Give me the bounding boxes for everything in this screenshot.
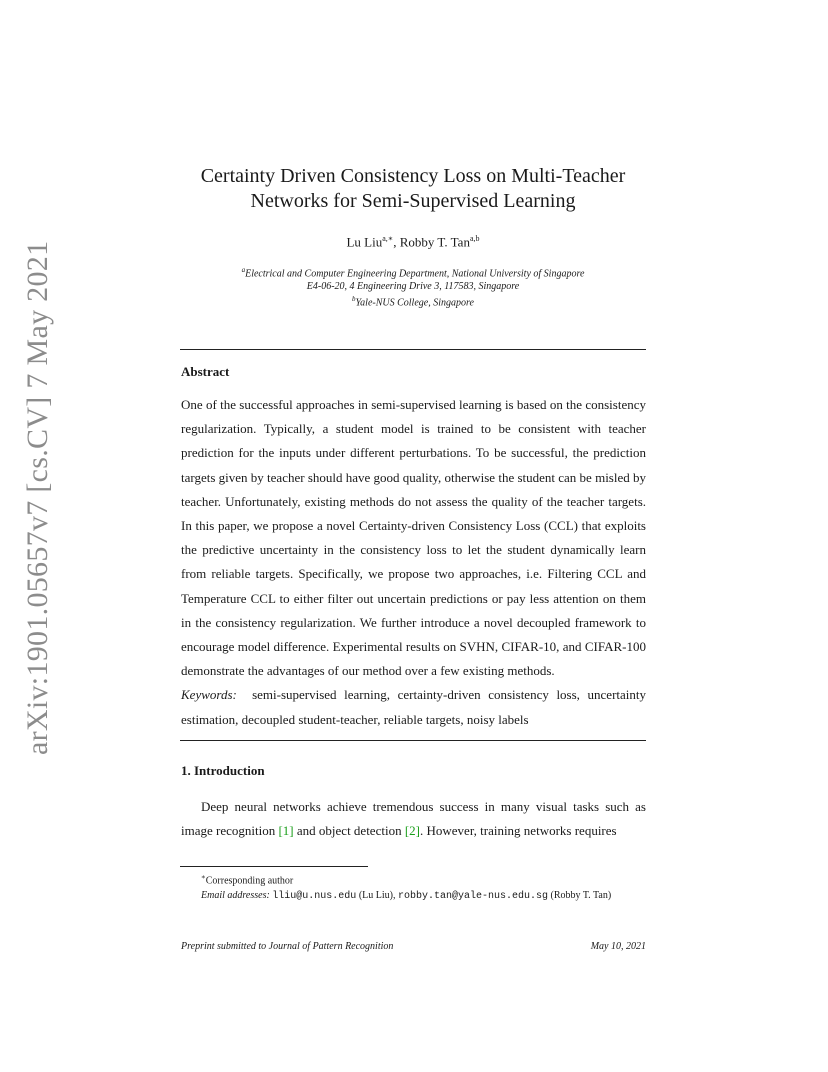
affil-text: Electrical and Computer Engineering Department, National University of Singapore <box>245 268 585 280</box>
citation-link[interactable]: [1] <box>278 823 294 839</box>
title-line-1: Certainty Driven Consistency Loss on Multi-Teacher <box>200 165 626 187</box>
intro-text: . However, training networks requires <box>420 823 617 839</box>
affil-text: E4-06-20, 4 Engineering Drive 3, 117583, Singapore <box>306 281 520 293</box>
arxiv-identifier-stamp: arXiv:1901.05657v7 [cs.CV] 7 May 2021 <box>21 240 54 755</box>
footnote <box>181 870 646 904</box>
affiliation-line <box>180 280 646 293</box>
abstract-text: One of the successful approaches in semi-supervised learning is based on the consistency regularization. Typically, a student model is trained to be consistent with teacher prediction for the inputs under different perturbations. To be successful, the prediction targets given by teacher should have good quality, otherwise the student can be misled by teacher. Unfortunately, existing methods do not assess the quality of the teacher targets. In this paper, we propose a novel Certainty-driven Consistency Loss (CCL) that exploits the predictive uncertainty in the consistency loss to let the student dynamically learn from reliable targets. Specifically, we propose two approaches, i.e. Filtering CCL and Temperature CCL to either filter out uncertain predictions or pay less attention on them in the consistency regularization. We further introduce a novel decoupled framework to encourage model difference. Experimental results on SVHN, CIFAR-10, and CIFAR-100 demonstrate the advantages of our method over a few existing methods. <box>181 397 646 679</box>
citation-link[interactable]: [2] <box>404 823 420 839</box>
email-owner: (Lu Liu), <box>356 889 398 901</box>
email-label: Email addresses: <box>201 889 270 901</box>
affiliation-line <box>180 293 646 309</box>
footnote-emails <box>181 889 646 905</box>
abstract-top-rule <box>180 349 646 350</box>
introduction-paragraph <box>181 795 646 843</box>
footnote-rule <box>180 866 368 867</box>
email-address[interactable]: lliu@u.nus.edu <box>272 890 357 902</box>
email-address[interactable]: robby.tan@yale-nus.edu.sg <box>397 890 548 902</box>
abstract-heading: Abstract <box>181 364 230 379</box>
section-heading-introduction: 1. Introduction <box>181 763 265 778</box>
email-owner: (Robby T. Tan) <box>548 889 612 901</box>
intro-text: Deep neural networks achieve tremendous success in many visual tasks such as image recognition <box>181 799 646 839</box>
preprint-note: Preprint submitted to Journal of Pattern Recognition <box>181 941 394 952</box>
corresponding-text: Corresponding author <box>205 875 294 887</box>
footnote-corresponding <box>181 870 646 889</box>
abstract-body <box>181 393 646 732</box>
author-list <box>180 234 646 250</box>
abstract-bottom-rule <box>180 740 646 741</box>
intro-text: and object detection <box>293 823 405 839</box>
author-2-affil-marker: a,b <box>469 234 480 243</box>
preprint-date: May 10, 2021 <box>590 941 646 952</box>
footnote-marker: ∗ <box>201 873 206 881</box>
title-line-2: Networks for Semi-Supervised Learning <box>250 190 576 212</box>
affil-marker: a <box>241 266 246 274</box>
affil-text: Yale-NUS College, Singapore <box>355 297 474 309</box>
author-1-affil-marker: a,∗ <box>382 234 394 243</box>
author-2-name: Robby T. Tan <box>399 234 470 250</box>
author-separator: , <box>393 234 400 250</box>
author-1-name: Lu Liu <box>346 234 383 250</box>
keywords-label: Keywords: <box>181 687 237 703</box>
paper-title <box>180 164 646 214</box>
keywords-text: semi-supervised learning, certainty-driven consistency loss, uncertainty estimation, decoupled student-teacher, reliable targets, noisy labels <box>181 687 646 727</box>
affil-marker: b <box>352 295 356 304</box>
affiliations <box>180 264 646 310</box>
affiliation-line <box>180 264 646 280</box>
